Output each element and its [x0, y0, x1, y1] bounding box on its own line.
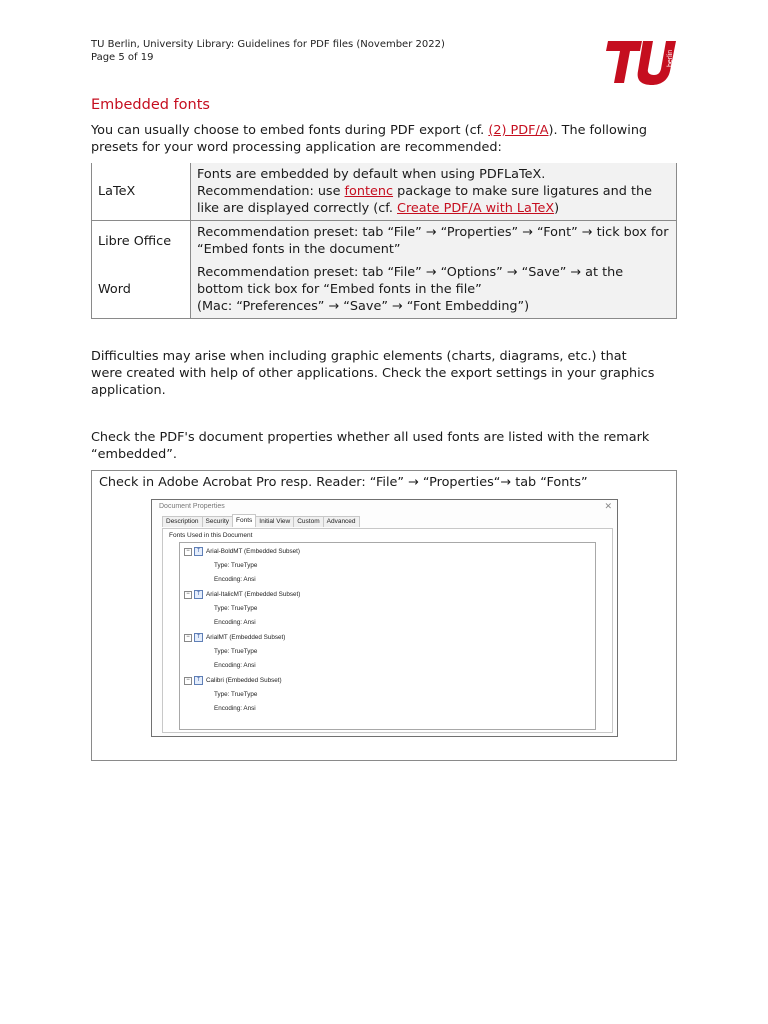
word-line1: Recommendation preset: tab “File” → “Options” → “Save” → at the bottom tick box for “Embed fonts in the file” [197, 265, 624, 297]
collapse-icon[interactable]: − [184, 548, 192, 556]
table-row [92, 163, 677, 221]
font-name: Arial-ItalicMT (Embedded Subset) [206, 591, 301, 599]
font-name: Calibri (Embedded Subset) [206, 677, 282, 685]
fontenc-link[interactable]: fontenc [344, 184, 394, 199]
font-encoding: Encoding: Ansi [214, 662, 256, 669]
tab-advanced[interactable]: Advanced [323, 516, 360, 527]
font-item[interactable] [184, 547, 300, 556]
fonts-tree[interactable] [179, 542, 596, 730]
check-paragraph: Check the PDF's document properties whether all used fonts are listed with the remark “embedded”. [91, 430, 650, 462]
row-text-latex [191, 163, 677, 221]
latex-line2a: Recommendation: use [197, 184, 345, 199]
font-item[interactable] [184, 590, 300, 599]
intro-text-2: ). The following presets for your word processing application are recommended: [91, 123, 648, 155]
collapse-icon[interactable]: − [184, 591, 192, 599]
pdfa-link[interactable]: (2) PDF/A [488, 123, 549, 138]
latex-line2b: package to make sure ligatures and the like are displayed correctly (cf. [197, 184, 652, 216]
create-pdfa-latex-link[interactable]: Create PDF/A with LaTeX [397, 201, 555, 216]
difficulties-paragraph: Difficulties may arise when including graphic elements (charts, diagrams, etc.) that were created with help of other applications. Check the export settings in your graphics application. [91, 349, 655, 398]
tab-description[interactable]: Description [162, 516, 203, 527]
fonts-group-label: Fonts Used in this Document [169, 532, 253, 539]
intro-paragraph [91, 122, 691, 156]
check-box [91, 470, 677, 761]
font-type: Type: TrueType [214, 605, 258, 612]
collapse-icon[interactable]: − [184, 677, 192, 685]
tab-security[interactable]: Security [202, 516, 233, 527]
font-type: Type: TrueType [214, 648, 258, 655]
font-icon: T [194, 590, 203, 599]
dialog-tabs [162, 516, 359, 527]
fonts-tab-panel [162, 528, 613, 733]
tab-custom[interactable]: Custom [293, 516, 323, 527]
row-label-word: Word [92, 261, 191, 319]
table-row [92, 261, 677, 319]
page-number: Page 5 of 19 [91, 52, 154, 63]
collapse-icon[interactable]: − [184, 634, 192, 642]
font-icon: T [194, 633, 203, 642]
font-icon: T [194, 547, 203, 556]
row-label-latex: LaTeX [92, 163, 191, 221]
document-properties-dialog [151, 499, 618, 737]
tab-fonts[interactable]: Fonts [232, 514, 256, 525]
font-type: Type: TrueType [214, 562, 258, 569]
font-icon: T [194, 676, 203, 685]
word-line2: (Mac: “Preferences” → “Save” → “Font Embedding”) [197, 299, 530, 314]
table-row [92, 221, 677, 262]
font-encoding: Encoding: Ansi [214, 705, 256, 712]
font-name: ArialMT (Embedded Subset) [206, 634, 286, 642]
row-label-libreoffice: Libre Office [92, 221, 191, 262]
font-encoding: Encoding: Ansi [214, 576, 256, 583]
logo-text: berlin [667, 49, 674, 67]
close-icon[interactable]: ✕ [604, 501, 612, 511]
font-name: Arial-BoldMT (Embedded Subset) [206, 548, 301, 556]
dialog-title: Document Properties [159, 503, 225, 510]
tab-initial-view[interactable]: Initial View [255, 516, 294, 527]
font-item[interactable] [184, 633, 285, 642]
row-text-libreoffice: Recommendation preset: tab “File” → “Properties” → “Font” → tick box for “Embed fonts in the document” [191, 221, 677, 262]
presets-table [91, 163, 677, 319]
page-header [91, 38, 445, 64]
font-type: Type: TrueType [214, 691, 258, 698]
latex-line2c: ) [554, 201, 560, 216]
latex-line1: Fonts are embedded by default when using PDFLaTeX. [197, 167, 546, 182]
check-box-title: Check in Adobe Acrobat Pro resp. Reader: “File” → “Properties“→ tab “Fonts” [99, 475, 588, 490]
font-encoding: Encoding: Ansi [214, 619, 256, 626]
intro-text-1: You can usually choose to embed fonts during PDF export (cf. [91, 123, 489, 138]
row-text-word [191, 261, 677, 319]
font-item[interactable] [184, 676, 282, 685]
section-heading: Embedded fonts [91, 97, 210, 113]
header-title: TU Berlin, University Library: Guidelines for PDF files (November 2022) [91, 39, 445, 50]
tu-berlin-logo [606, 37, 678, 87]
